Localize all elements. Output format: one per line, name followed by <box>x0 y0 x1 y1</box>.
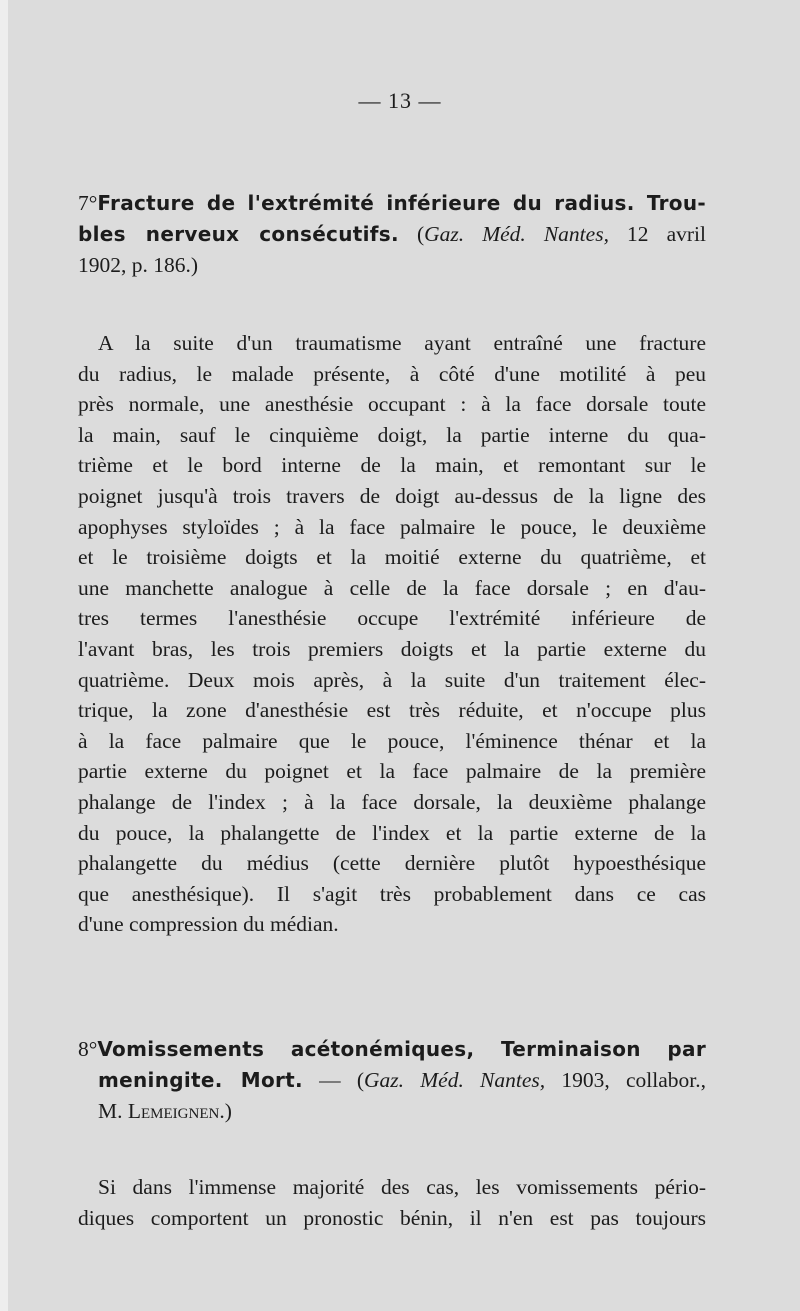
citation: 1903, collabor., <box>545 1068 706 1092</box>
text-line: poignet jusqu'à trois travers de doigt au-dessus de la ligne des <box>78 483 706 508</box>
text-line: près normale, une anesthésie occupant : à la face dorsale toute <box>78 392 706 417</box>
text-line: apophyses styloïdes ; à la face palmaire le pouce, le deuxième <box>78 514 706 539</box>
text-line: partie externe du poignet et la face palmaire de la première <box>78 759 706 784</box>
text-line: une manchette analogue à celle de la face dorsale ; en d'au- <box>78 575 706 600</box>
text-line: l'avant bras, les trois premiers doigts et la partie externe du <box>78 636 706 661</box>
text-line: trième et le bord interne de la main, et remontant sur le <box>78 453 706 478</box>
text-line: tres termes l'anesthésie occupe l'extrémité inférieure de <box>78 606 706 631</box>
text-line: diques comportent un pronostic bénin, il n'en est pas toujours <box>78 1205 706 1230</box>
section-title: bles nerveux consécutifs. <box>78 222 399 246</box>
section-title: meningite. Mort. <box>98 1068 303 1092</box>
section-8-paragraph <box>78 1172 706 1233</box>
section-title: Vomissements acétonémiques, Terminaison par <box>97 1037 706 1061</box>
text-line: du pouce, la phalangette de l'index et la partie externe de la <box>78 820 706 845</box>
text-line: quatrième. Deux mois après, à la suite d'un traitement élec- <box>78 667 706 692</box>
text-line: et le troisième doigts et la moitié externe du quatrième, et <box>78 545 706 570</box>
text-line: Si dans l'immense majorité des cas, les vomissements pério- <box>98 1175 706 1199</box>
text-line: du radius, le malade présente, à côté d'une motilité à peu <box>78 361 706 386</box>
text-line: d'une compression du médian. <box>78 912 339 937</box>
page-edge <box>0 0 8 1311</box>
text-line: trique, la zone d'anesthésie est très réduite, et n'occupe plus <box>78 698 706 723</box>
citation: M. <box>98 1099 128 1123</box>
section-8-heading <box>78 1034 706 1127</box>
section-title: Fracture de l'extrémité inférieure du radius. Trou- <box>97 191 706 215</box>
citation: 1902, p. 186.) <box>78 253 199 277</box>
page-number: — 13 — <box>358 88 442 113</box>
text-line: phalangette du médius (cette dernière plutôt hypoesthésique <box>78 851 706 876</box>
text-line: la main, sauf le cinquième doigt, la partie interne du qua- <box>78 422 706 447</box>
citation: — ( <box>302 1068 365 1092</box>
text-line: A la suite d'un traumatisme ayant entraîné une fracture <box>98 331 706 355</box>
collaborator-name: Lemeignen <box>127 1099 220 1123</box>
citation: 12 avril <box>608 222 706 246</box>
section-number: 7° <box>78 191 98 215</box>
section-7-paragraph <box>78 328 706 940</box>
text-line: phalange de l'index ; à la face dorsale, la deuxième phalange <box>78 789 706 814</box>
section-number: 8° <box>78 1037 98 1061</box>
citation: .) <box>219 1099 232 1123</box>
citation: ( <box>398 222 425 246</box>
journal-name: Gaz. Méd. Nantes, <box>424 222 609 246</box>
section-7-heading <box>78 188 706 281</box>
text-line: que anesthésique). Il s'agit très probablement dans ce cas <box>78 881 706 906</box>
text-line: à la face palmaire que le pouce, l'éminence thénar et la <box>78 728 706 753</box>
journal-name: Gaz. Méd. Nantes, <box>364 1068 546 1092</box>
